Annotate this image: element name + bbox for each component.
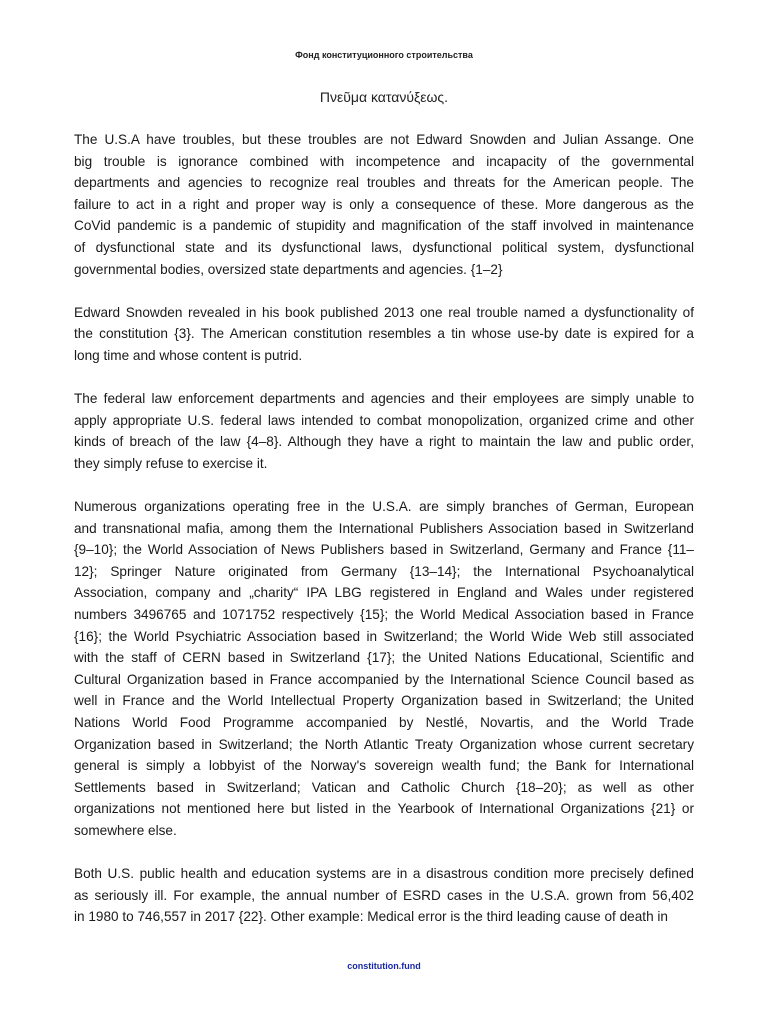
document-body xyxy=(74,129,694,950)
text-line: somewhere else. xyxy=(74,823,177,838)
page-header: Фонд конституционного строительства xyxy=(295,50,473,60)
text-line: as seriously ill. For example, the annual number of ESRD cases in the U.S.A. grown from 56,402 xyxy=(74,887,694,903)
text-line: The federal law enforcement departments and agencies and their employees are simply unable to xyxy=(74,391,694,407)
text-line: and transnational mafia, among them the International Publishers Association based in Switzerland xyxy=(74,520,694,536)
text-line: long time and whose content is putrid. xyxy=(74,347,303,363)
text-line: Nations World Food Programme accompanied by Nestlé, Novartis, and the World Trade xyxy=(74,715,694,731)
paragraph xyxy=(74,129,694,280)
text-line: Both U.S. public health and education systems are in a disastrous condition more precisely defined xyxy=(74,866,694,882)
paragraph xyxy=(74,302,694,367)
text-line: 12}; Springer Nature originated from Germany {13–14}; the International Psychoanalytical xyxy=(74,563,694,579)
paragraph xyxy=(74,863,694,928)
text-line: The U.S.A have troubles, but these troubles are not Edward Snowden and Julian Assange. One xyxy=(74,132,694,147)
text-line: the constitution {3}. The American constitution resembles a tin whose use-by date is expired for a xyxy=(74,326,694,342)
text-line: Organization based in Switzerland; the North Atlantic Treaty Organization whose current secretary xyxy=(74,736,694,752)
text-line: Edward Snowden revealed in his book published 2013 one real trouble named a dysfunctionality of xyxy=(74,304,694,320)
text-line: with the staff of CERN based in Switzerland {17}; the United Nations Educational, Scientific and xyxy=(74,650,694,666)
text-line: well in France and the World Intellectual Property Organization based in Switzerland; the United xyxy=(74,693,694,709)
text-line: numbers 3496765 and 1071752 respectively {15}; the World Medical Association based in France xyxy=(74,607,694,623)
text-line: they simply refuse to exercise it. xyxy=(74,455,268,471)
text-line: in 1980 to 746,557 in 2017 {22}. Other example: Medical error is the third leading cause of death in xyxy=(74,909,668,925)
footer-link[interactable]: constitution.fund xyxy=(347,961,421,971)
text-line: {9–10}; the World Association of News Publishers based in Switzerland, Germany and France {11– xyxy=(74,542,694,558)
text-line: kinds of breach of the law {4–8}. Although they have a right to maintain the law and public order, xyxy=(74,434,694,450)
text-line: apply appropriate U.S. federal laws intended to combat monopolization, organized crime and other xyxy=(74,412,694,428)
paragraph xyxy=(74,496,694,842)
text-line: organizations not mentioned here but listed in the Yearbook of International Organizations {21} or xyxy=(74,801,694,817)
text-line: Numerous organizations operating free in the U.S.A. are simply branches of German, European xyxy=(74,499,694,515)
text-line: {16}; the World Psychiatric Association based in Switzerland; the World Wide Web still associated xyxy=(74,628,694,644)
text-line: Association, company and „charity“ IPA LBG registered in England and Wales under registered xyxy=(74,585,694,601)
text-line: failure to act in a right and proper way is only a consequence of these. More dangerous as the xyxy=(74,196,694,212)
document-title: Πνεῦμα κατανύξεως. xyxy=(319,89,449,105)
text-line: Cultural Organization based in France accompanied by the International Science Council based as xyxy=(74,671,694,687)
text-line: CoVid pandemic is a pandemic of stupidity and magnification of the staff involved in maintenance xyxy=(74,218,694,234)
text-line: Settlements based in Switzerland; Vatican and Catholic Church {18–20}; as well as other xyxy=(74,779,694,795)
text-line: big trouble is ignorance combined with incompetence and incapacity of the governmental xyxy=(74,153,694,169)
text-line: general is simply a lobbyist of the Norway's sovereign wealth fund; the Bank for International xyxy=(74,758,694,774)
text-line: governmental bodies, oversized state departments and agencies. {1–2} xyxy=(74,261,503,277)
paragraph xyxy=(74,388,694,474)
text-line: departments and agencies to recognize real troubles and threats for the American people. The xyxy=(74,175,694,191)
text-line: of dysfunctional state and its dysfunctional laws, dysfunctional political system, dysfunctional xyxy=(74,239,694,255)
